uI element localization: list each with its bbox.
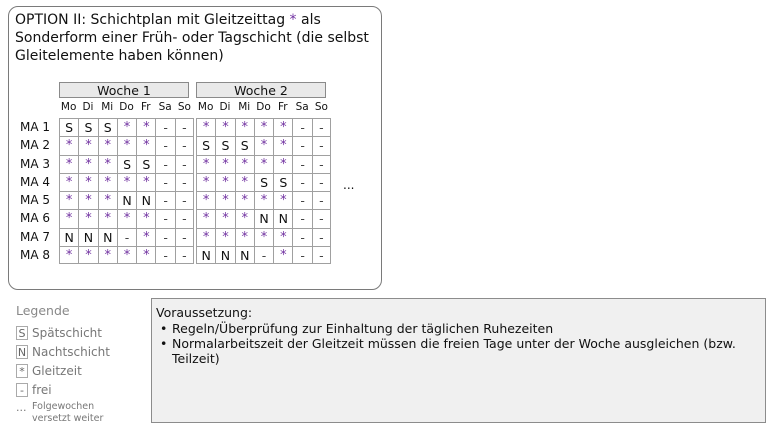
schedule-cell: -: [155, 246, 174, 264]
schedule-cell: -: [312, 155, 331, 173]
schedule-cell: *: [215, 209, 234, 227]
schedule-row: [59, 173, 194, 191]
schedule-cell: -: [155, 173, 174, 191]
schedule-cell: -: [155, 209, 174, 227]
legend-dots-symbol: ...: [16, 401, 27, 414]
schedule-cell: *: [254, 155, 273, 173]
schedule-cell: -: [117, 228, 136, 246]
schedule-cell: -: [175, 118, 194, 136]
schedule-cell: -: [292, 173, 311, 191]
legend-item-spaetschicht: [16, 323, 110, 342]
schedule-cell: S: [196, 136, 215, 154]
legend-symbol: *: [16, 364, 28, 378]
schedule-cell: N: [136, 191, 155, 209]
schedule-cell: -: [155, 228, 174, 246]
schedule-cell: -: [292, 118, 311, 136]
legend: [16, 323, 110, 425]
schedule-cell: *: [273, 191, 292, 209]
week-2-day-labels: [196, 101, 331, 113]
schedule-cell: *: [98, 209, 117, 227]
schedule-cell: *: [98, 191, 117, 209]
schedule-cell: *: [117, 118, 136, 136]
schedule-cell: *: [136, 118, 155, 136]
schedule-cell: -: [175, 191, 194, 209]
schedule-cell: *: [136, 209, 155, 227]
schedule-cell: *: [254, 136, 273, 154]
week-1-header: Woche 1: [59, 82, 189, 98]
schedule-cell: *: [59, 191, 78, 209]
schedule-row: [196, 136, 331, 154]
schedule-cell: S: [98, 118, 117, 136]
title-text-start: OPTION II: Schichtplan mit Gleitzeittag: [15, 12, 290, 28]
schedule-cell: *: [59, 173, 78, 191]
legend-dots-line-1: Folgewochen: [32, 401, 95, 412]
requirement-item: • Normalarbeitszeit der Gleitzeit müssen die freien Tage unter der Woche ausgleichen (bzw. Teilzeit): [172, 336, 761, 366]
schedule-cell: S: [215, 136, 234, 154]
schedule-cell: *: [78, 246, 97, 264]
schedule-cell: *: [235, 209, 254, 227]
schedule-cell: *: [136, 228, 155, 246]
schedule-cell: N: [196, 246, 215, 264]
schedule-cell: *: [117, 209, 136, 227]
schedule-cell: *: [235, 155, 254, 173]
week-1-day-label: Fr: [141, 101, 151, 113]
schedule-cell: -: [175, 173, 194, 191]
schedule-cell: S: [136, 155, 155, 173]
option-title: [15, 11, 375, 65]
schedule-cell: *: [98, 173, 117, 191]
legend-item-folgewochen: [16, 401, 110, 425]
schedule-cell: *: [59, 155, 78, 173]
schedule-row: [196, 173, 331, 191]
schedule-cell: S: [235, 136, 254, 154]
legend-label: Gleitzeit: [32, 363, 82, 378]
schedule-cell: *: [78, 155, 97, 173]
schedule-cell: *: [136, 173, 155, 191]
schedule-row: [59, 155, 194, 173]
legend-label: Spätschicht: [32, 325, 102, 340]
schedule-cell: S: [254, 173, 273, 191]
requirement-item: • Regeln/Überprüfung zur Einhaltung der täglichen Ruhezeiten: [172, 321, 761, 336]
week-1-grid: [59, 118, 194, 264]
schedule-cell: S: [59, 118, 78, 136]
schedule-cell: -: [175, 228, 194, 246]
schedule-row: [196, 246, 331, 264]
schedule-cell: *: [78, 173, 97, 191]
schedule-row: [196, 228, 331, 246]
legend-symbol: S: [16, 326, 28, 340]
requirements-heading: Voraussetzung:: [156, 305, 253, 320]
legend-symbol: N: [17, 345, 27, 359]
schedule-cell: -: [254, 246, 273, 264]
employee-label: MA 4: [20, 174, 51, 189]
legend-dots-label: [32, 401, 103, 425]
schedule-cell: *: [117, 246, 136, 264]
schedule-cell: -: [155, 155, 174, 173]
legend-item-gleitzeit: [16, 361, 110, 380]
schedule-cell: -: [312, 173, 331, 191]
schedule-cell: *: [254, 228, 273, 246]
legend-dots-line-2: versetzt weiter: [32, 413, 104, 424]
schedule-row: [59, 118, 194, 136]
schedule-cell: *: [196, 191, 215, 209]
week-2-grid: [196, 118, 331, 264]
employee-label: MA 3: [20, 156, 51, 171]
schedule-cell: *: [136, 246, 155, 264]
continuation-dots: ...: [343, 178, 355, 192]
legend-title: Legende: [16, 303, 70, 318]
schedule-cell: *: [117, 136, 136, 154]
week-1-day-labels: [59, 101, 194, 113]
requirements-list: [156, 321, 761, 366]
legend-symbol: -: [16, 383, 28, 397]
gleitzeit-star-symbol: *: [289, 12, 297, 28]
schedule-cell: *: [98, 246, 117, 264]
schedule-row: [196, 191, 331, 209]
schedule-cell: *: [196, 228, 215, 246]
schedule-cell: S: [273, 173, 292, 191]
schedule-cell: *: [215, 191, 234, 209]
schedule-cell: N: [98, 228, 117, 246]
schedule-cell: N: [78, 228, 97, 246]
week-2-day-label: Do: [256, 101, 271, 113]
week-2-day-label: Mo: [197, 101, 214, 113]
schedule-cell: S: [78, 118, 97, 136]
schedule-cell: -: [155, 191, 174, 209]
schedule-cell: -: [155, 118, 174, 136]
schedule-row: [59, 136, 194, 154]
schedule-cell: *: [235, 118, 254, 136]
schedule-cell: -: [155, 136, 174, 154]
title-text-end: als Sonderform einer Früh- oder Tagschicht (die selbst Gleitelemente haben können): [15, 12, 369, 64]
schedule-cell: *: [196, 173, 215, 191]
schedule-cell: *: [196, 118, 215, 136]
schedule-cell: -: [292, 155, 311, 173]
employee-label: MA 8: [20, 248, 51, 263]
schedule-cell: -: [312, 191, 331, 209]
legend-item-nachtschicht: [16, 342, 110, 361]
schedule-cell: -: [312, 136, 331, 154]
schedule-row: [59, 228, 194, 246]
schedule-cell: *: [235, 228, 254, 246]
schedule-cell: *: [196, 155, 215, 173]
schedule-cell: N: [254, 209, 273, 227]
schedule-cell: *: [59, 209, 78, 227]
week-1-day-label: Do: [119, 101, 134, 113]
employee-label: MA 1: [20, 120, 51, 134]
week-2-day-label: Di: [219, 101, 231, 113]
schedule-cell: N: [215, 246, 234, 264]
schedule-row: [59, 246, 194, 264]
schedule-cell: *: [254, 191, 273, 209]
schedule-cell: *: [136, 136, 155, 154]
schedule-cell: *: [78, 209, 97, 227]
employee-label: MA 2: [20, 138, 51, 153]
schedule-cell: *: [59, 136, 78, 154]
schedule-cell: *: [215, 173, 234, 191]
schedule-cell: *: [117, 173, 136, 191]
schedule-cell: *: [254, 118, 273, 136]
schedule-row: [196, 155, 331, 173]
schedule-cell: *: [273, 118, 292, 136]
schedule-cell: -: [312, 246, 331, 264]
schedule-row: [196, 118, 331, 136]
week-2-day-label: Mi: [238, 101, 251, 113]
schedule-cell: N: [273, 209, 292, 227]
employee-label: MA 6: [20, 211, 51, 226]
requirements-box: [151, 298, 766, 423]
schedule-cell: S: [117, 155, 136, 173]
schedule-cell: -: [312, 228, 331, 246]
week-2-day-label: Sa: [295, 101, 309, 113]
schedule-cell: -: [292, 246, 311, 264]
week-1-day-label: Mo: [60, 101, 77, 113]
schedule-row: [196, 209, 331, 227]
employee-label: MA 5: [20, 193, 51, 208]
employee-label: MA 7: [20, 229, 51, 244]
schedule-cell: N: [235, 246, 254, 264]
schedule-cell: -: [292, 209, 311, 227]
schedule-cell: -: [312, 209, 331, 227]
schedule-cell: -: [175, 136, 194, 154]
schedule-cell: *: [273, 246, 292, 264]
schedule-cell: *: [273, 136, 292, 154]
week-1-day-label: Di: [82, 101, 94, 113]
legend-label: Nachtschicht: [32, 344, 110, 359]
schedule-cell: *: [215, 118, 234, 136]
week-1-day-label: Mi: [101, 101, 114, 113]
schedule-cell: *: [235, 173, 254, 191]
legend-label: frei: [32, 382, 52, 397]
schedule-cell: -: [292, 136, 311, 154]
week-1-day-label: So: [177, 101, 191, 113]
schedule-cell: -: [312, 118, 331, 136]
schedule-row: [59, 209, 194, 227]
schedule-cell: N: [117, 191, 136, 209]
schedule-cell: N: [59, 228, 78, 246]
schedule-cell: *: [215, 228, 234, 246]
schedule-cell: *: [98, 136, 117, 154]
week-2-day-label: Fr: [278, 101, 288, 113]
schedule-cell: *: [196, 209, 215, 227]
schedule-cell: *: [78, 191, 97, 209]
schedule-cell: *: [215, 155, 234, 173]
schedule-cell: *: [59, 246, 78, 264]
week-2-header: Woche 2: [196, 82, 326, 98]
legend-item-frei: [16, 380, 110, 399]
schedule-row: [59, 191, 194, 209]
week-1-day-label: Sa: [158, 101, 172, 113]
schedule-cell: *: [273, 228, 292, 246]
week-2-day-label: So: [314, 101, 328, 113]
schedule-cell: -: [175, 246, 194, 264]
schedule-cell: -: [175, 209, 194, 227]
schedule-cell: -: [175, 155, 194, 173]
schedule-cell: *: [98, 155, 117, 173]
employee-labels: [20, 118, 50, 264]
schedule-cell: -: [292, 191, 311, 209]
schedule-cell: *: [273, 155, 292, 173]
schedule-cell: *: [235, 191, 254, 209]
schedule-cell: -: [292, 228, 311, 246]
schedule-cell: *: [78, 136, 97, 154]
